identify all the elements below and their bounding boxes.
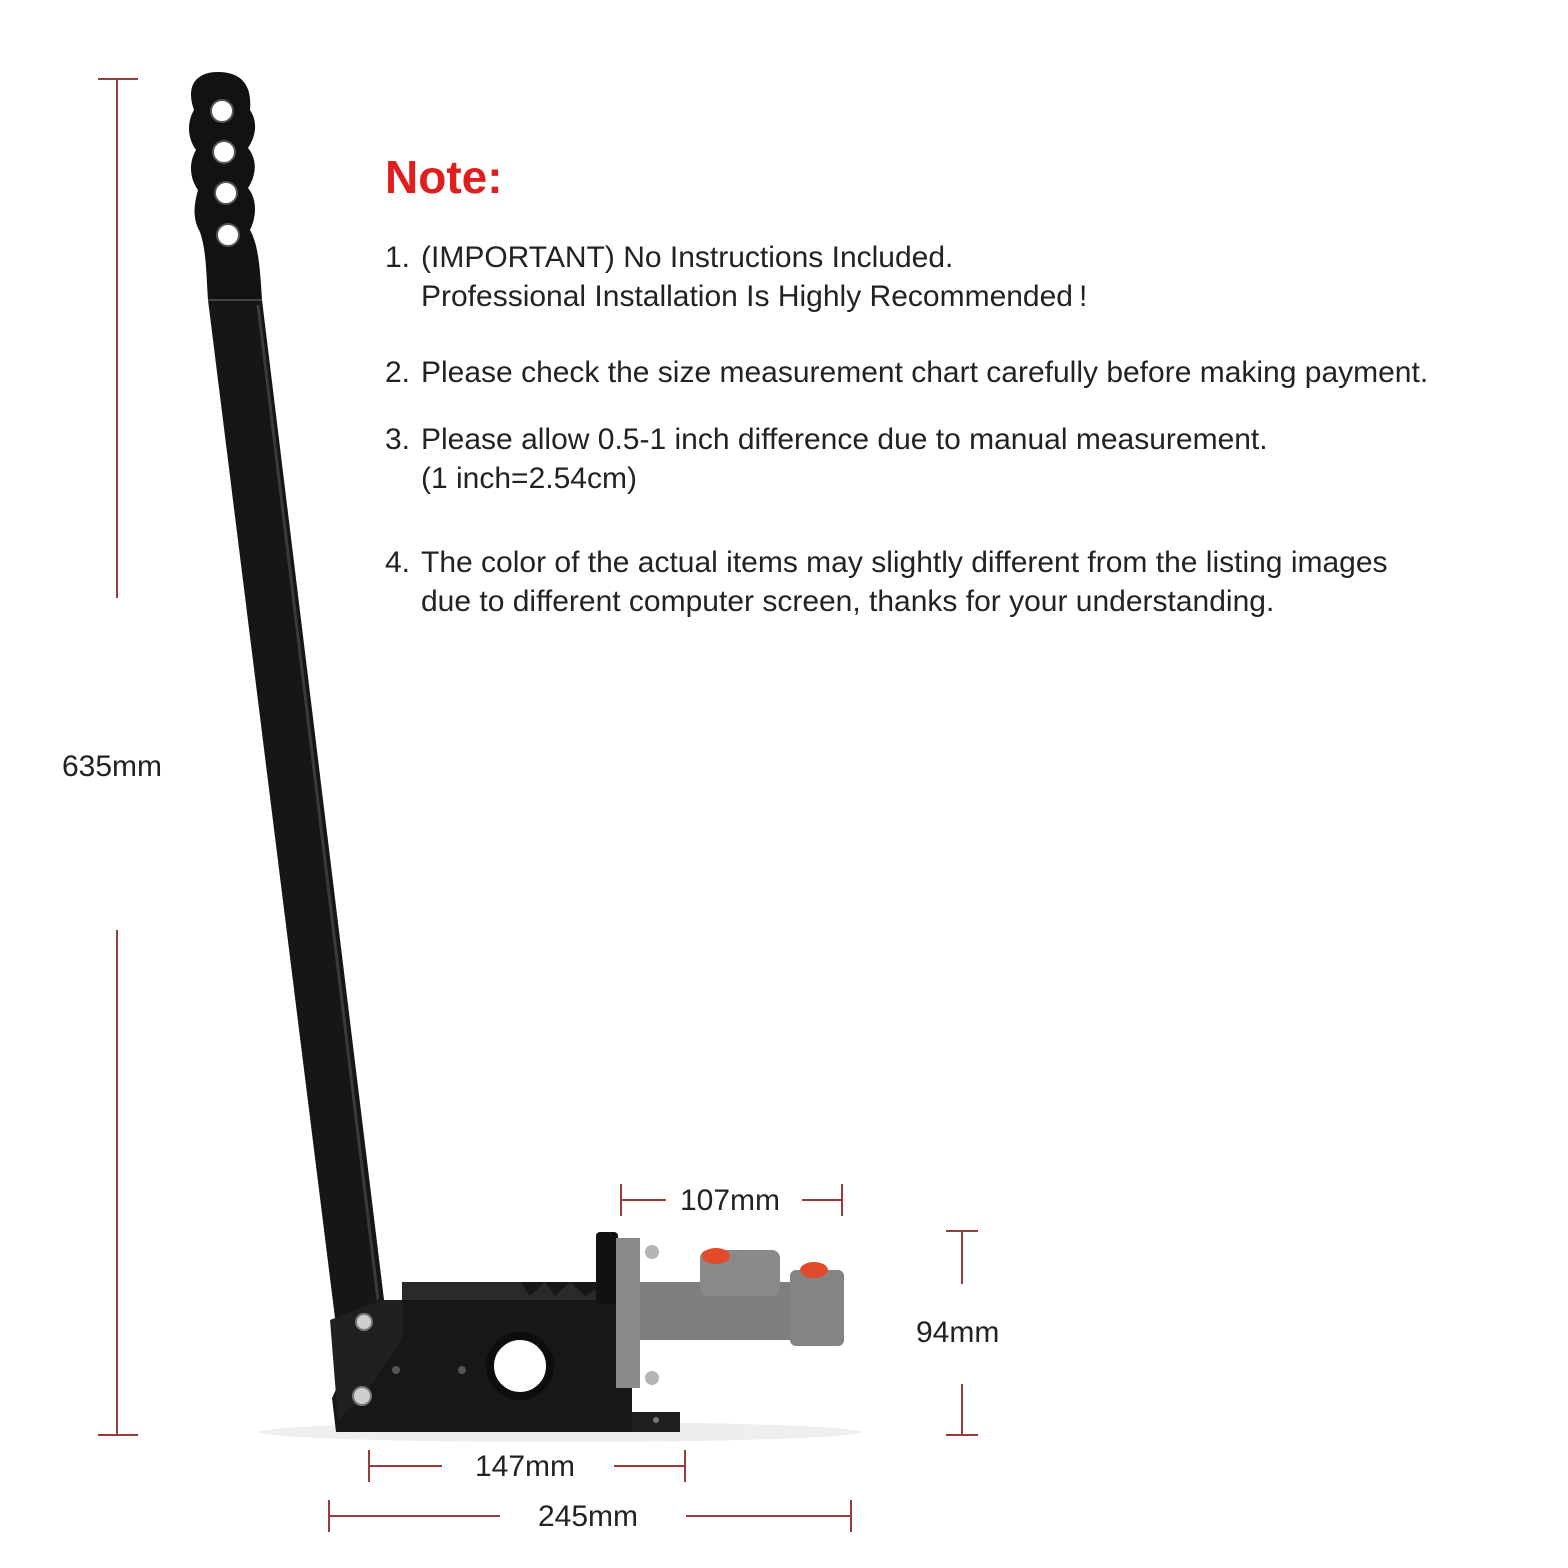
cylinder-height-label: 94mm (916, 1316, 1000, 1349)
note-number: 1. (385, 241, 411, 274)
cylinder-end (790, 1270, 844, 1346)
port-cap-right (800, 1262, 828, 1278)
mount-hole-1 (392, 1366, 400, 1374)
note-line: Professional Installation Is Highly Recommended ! (421, 280, 1088, 313)
port-cap-left (702, 1248, 730, 1264)
note-heading: Note: (385, 151, 503, 203)
height-label: 635mm (62, 750, 163, 783)
note-line: Please check the size measurement chart carefully before making payment. (421, 356, 1429, 389)
grip-hole-3 (215, 182, 237, 204)
flange-hole (653, 1417, 659, 1423)
note-item-1 (385, 238, 1087, 316)
total-length-line-right (686, 1515, 852, 1517)
cylinder-length-label: 107mm (680, 1184, 781, 1217)
height-line-upper (116, 78, 118, 598)
height-line-lower (116, 930, 118, 1436)
mount-hole-2 (458, 1366, 466, 1374)
note-item-2 (385, 353, 1428, 392)
total-length-label: 245mm (538, 1500, 639, 1533)
cylinder-length-line-right (802, 1199, 842, 1201)
note-item-3 (385, 420, 1268, 498)
note-line: (IMPORTANT) No Instructions Included. (421, 241, 954, 274)
height-tick-top (98, 78, 138, 80)
note-line: The color of the actual items may slightly different from the listing images (421, 546, 1388, 579)
base-length-line-left (368, 1465, 442, 1467)
cylinder-height-line-upper (961, 1230, 963, 1284)
base-length-label: 147mm (475, 1450, 576, 1483)
note-number: 2. (385, 356, 411, 389)
cylinder-plate (596, 1232, 618, 1304)
note-line: due to different computer screen, thanks for your understanding. (421, 585, 1275, 618)
grip-hole-2 (213, 141, 235, 163)
lever-arm (208, 300, 385, 1318)
pivot-bolt-top (356, 1314, 372, 1330)
cylinder-length-tick-right (841, 1184, 843, 1216)
note-line: (1 inch=2.54cm) (421, 462, 637, 495)
base-center-hole (490, 1336, 550, 1396)
base-length-tick-right (684, 1450, 686, 1482)
cylinder-height-tick-bottom (946, 1434, 978, 1436)
note-item-4 (385, 543, 1388, 621)
grip-hole-4 (217, 224, 239, 246)
note-number: 3. (385, 423, 411, 456)
note-number: 4. (385, 546, 411, 579)
cylinder-height-line-lower (961, 1384, 963, 1436)
cylinder-length-line-left (620, 1199, 666, 1201)
cylinder-stud-top (645, 1245, 659, 1259)
pivot-bolt-bottom (353, 1387, 371, 1405)
total-length-tick-right (850, 1500, 852, 1532)
note-line: Please allow 0.5-1 inch difference due to manual measurement. (421, 423, 1268, 456)
grip-hole-1 (211, 100, 233, 122)
height-tick-bottom (98, 1434, 138, 1436)
cylinder-flange (616, 1238, 640, 1388)
total-length-line-left (328, 1515, 500, 1517)
cylinder-stud-bottom (645, 1371, 659, 1385)
base-length-line-right (614, 1465, 686, 1467)
